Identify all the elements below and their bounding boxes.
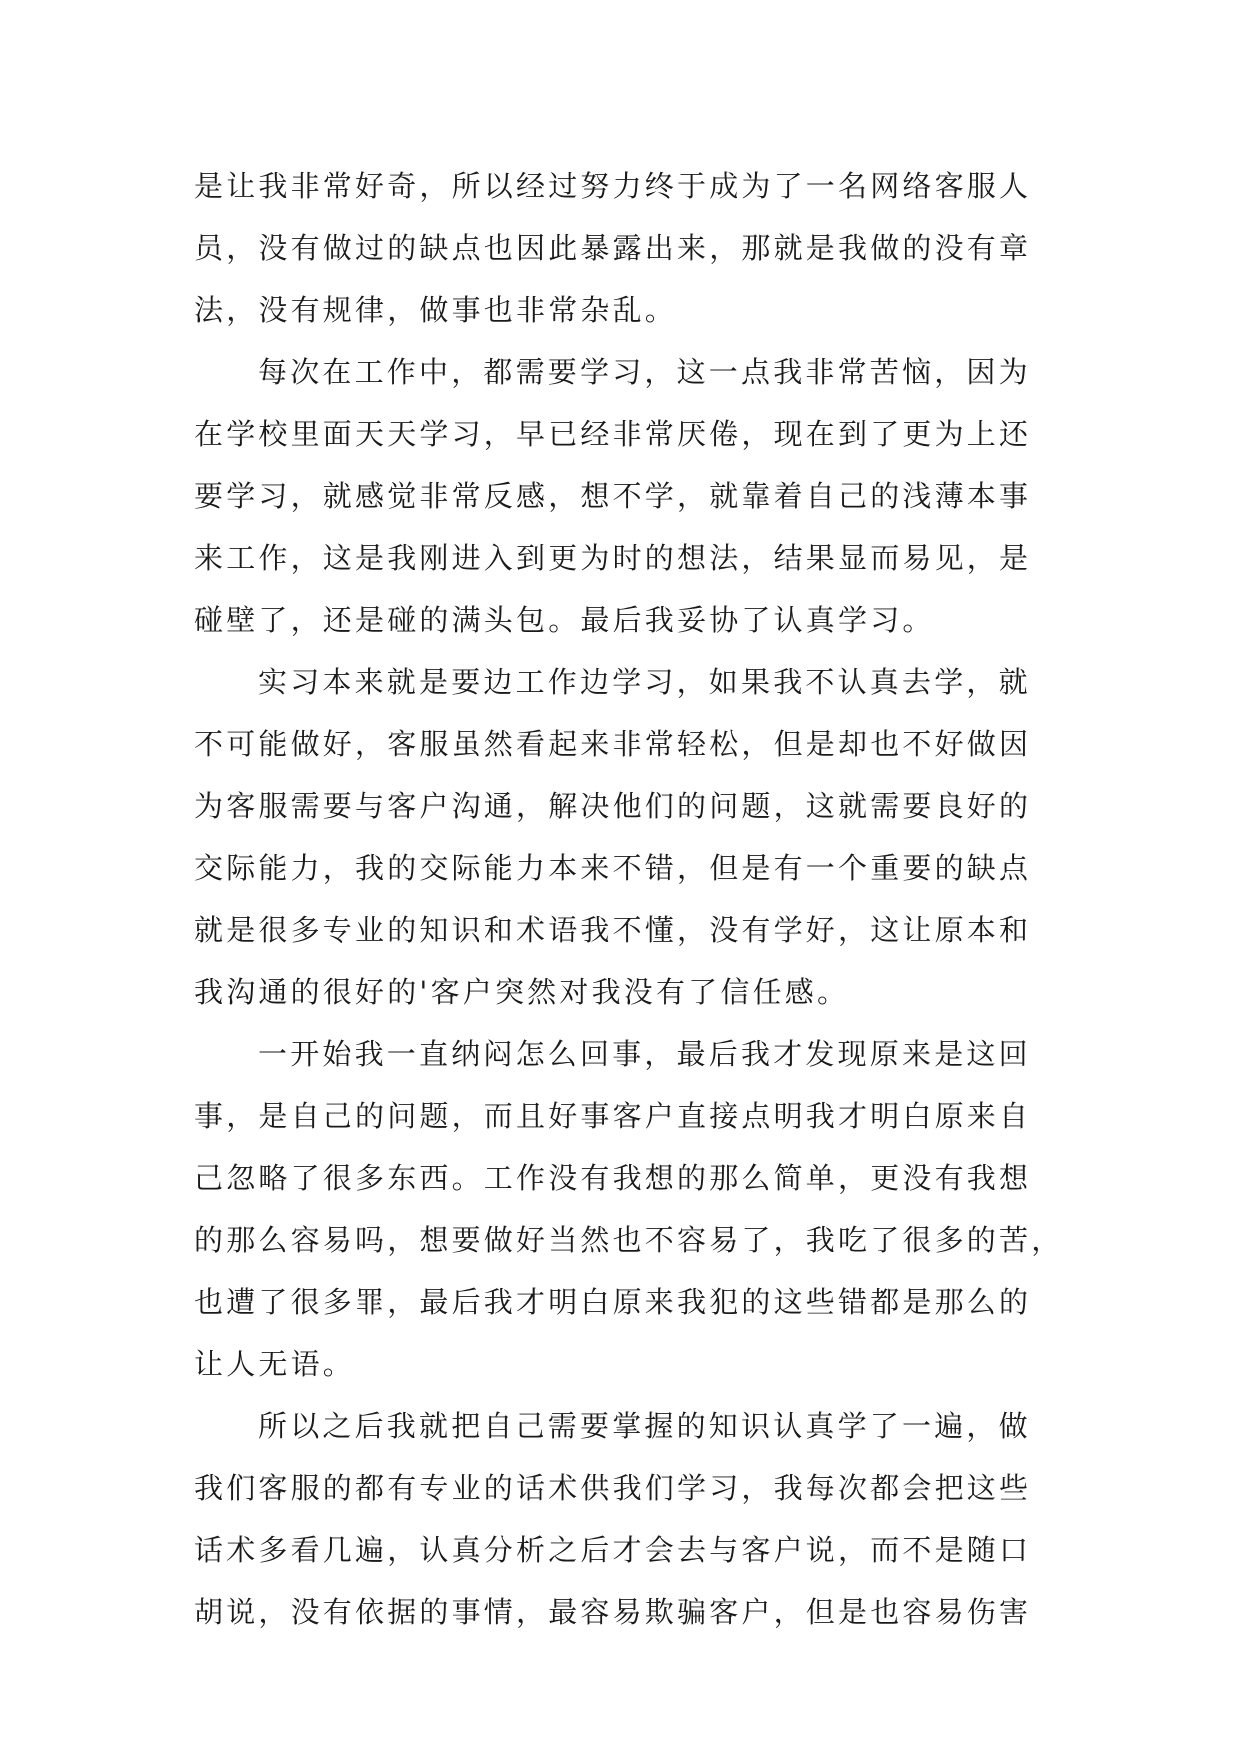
text-line: 的那么容易吗，想要做好当然也不容易了，我吃了很多的苦， (194, 1223, 1064, 1257)
paragraph (194, 1395, 1064, 1643)
text-line: 所以之后我就把自己需要掌握的知识认真学了一遍，做 (258, 1409, 1031, 1443)
text-line: 为客服需要与客户沟通，解决他们的问题，这就需要良好的 (194, 789, 1032, 823)
text-line: 我沟通的很好的'客户突然对我没有了信任感。 (194, 975, 850, 1009)
text-line: 我们客服的都有专业的话术供我们学习，我每次都会把这些 (194, 1471, 1032, 1505)
paragraph (194, 155, 1064, 341)
text-line: 让人无语。 (194, 1347, 356, 1381)
text-line: 话术多看几遍，认真分析之后才会去与客户说，而不是随口 (194, 1533, 1032, 1567)
text-line: 就是很多专业的知识和术语我不懂，没有学好，这让原本和 (194, 913, 1032, 947)
paragraph (194, 341, 1064, 651)
text-line: 每次在工作中，都需要学习，这一点我非常苦恼，因为 (258, 355, 1031, 389)
text-line: 是让我非常好奇，所以经过努力终于成为了一名网络客服人 (194, 169, 1032, 203)
text-line: 不可能做好，客服虽然看起来非常轻松，但是却也不好做因 (194, 727, 1032, 761)
paragraph (194, 1023, 1064, 1395)
text-line: 也遭了很多罪，最后我才明白原来我犯的这些错都是那么的 (194, 1285, 1032, 1319)
paragraph (194, 651, 1064, 1023)
text-line: 碰壁了，还是碰的满头包。最后我妥协了认真学习。 (194, 603, 935, 637)
text-line: 一开始我一直纳闷怎么回事，最后我才发现原来是这回 (258, 1037, 1031, 1071)
text-line: 胡说，没有依据的事情，最容易欺骗客户，但是也容易伤害 (194, 1595, 1032, 1629)
text-line: 法，没有规律，做事也非常杂乱。 (194, 293, 678, 327)
text-line: 交际能力，我的交际能力本来不错，但是有一个重要的缺点 (194, 851, 1032, 885)
text-line: 事，是自己的问题，而且好事客户直接点明我才明白原来自 (194, 1099, 1032, 1133)
text-line: 来工作，这是我刚进入到更为时的想法，结果显而易见，是 (194, 541, 1032, 575)
document-body (194, 155, 1064, 1643)
text-line: 己忽略了很多东西。工作没有我想的那么简单，更没有我想 (194, 1161, 1032, 1195)
text-line: 要学习，就感觉非常反感，想不学，就靠着自己的浅薄本事 (194, 479, 1032, 513)
text-line: 在学校里面天天学习，早已经非常厌倦，现在到了更为上还 (194, 417, 1032, 451)
text-line: 员，没有做过的缺点也因此暴露出来，那就是我做的没有章 (194, 231, 1032, 265)
text-line: 实习本来就是要边工作边学习，如果我不认真去学，就 (258, 665, 1031, 699)
